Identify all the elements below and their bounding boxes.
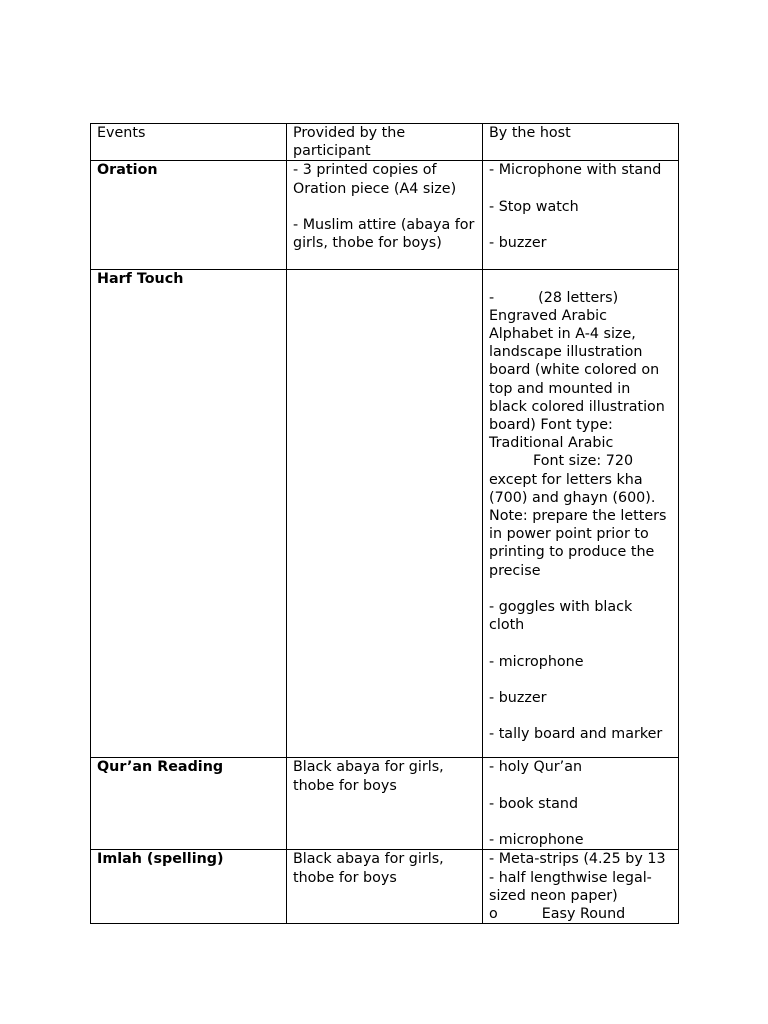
participant-items (287, 161, 483, 270)
list-item: o Easy Round (489, 906, 626, 922)
list-item: Font size: 720 except for letters kha (700) and ghayn (600). Note: prepare the letters in power point prior to printing to produce the precise (489, 453, 667, 579)
list-item: - tally board and marker (489, 726, 663, 743)
participant-items (287, 270, 483, 758)
event-name: Imlah (spelling) (91, 850, 287, 924)
list-item: - holy Qur’an (489, 759, 583, 776)
header-participant: Provided by the participant (287, 124, 483, 161)
host-items (483, 850, 679, 924)
event-name: Harf Touch (91, 270, 287, 758)
list-item: - microphone (489, 653, 584, 670)
list-item: - book stand (489, 795, 579, 812)
list-item: - microphone (489, 832, 584, 849)
event-name: Oration (91, 161, 287, 270)
table-header-row (91, 124, 679, 161)
list-item: - (28 letters) Engraved Arabic Alphabet in A-4 size, landscape illustration board (white colored on top and mounted in black colored illustration board) Font type: Traditional Arabic (489, 289, 665, 452)
header-events: Events (91, 124, 287, 161)
list-item: - Stop watch (489, 198, 579, 215)
host-items (483, 758, 679, 850)
participant-items: Black abaya for girls, thobe for boys (287, 850, 483, 924)
header-host: By the host (483, 124, 679, 161)
table-row-oration (91, 161, 679, 270)
list-item: - buzzer (489, 235, 547, 252)
table-row-harf-touch (91, 270, 679, 758)
event-name: Qur’an Reading (91, 758, 287, 850)
host-items (483, 270, 679, 758)
list-item: - buzzer (489, 690, 547, 707)
list-item: - Microphone with stand (489, 162, 662, 179)
list-item: - goggles with black cloth (489, 599, 633, 634)
list-item: - 3 printed copies of Oration piece (A4 size) (293, 162, 457, 197)
participant-items: Black abaya for girls, thobe for boys (287, 758, 483, 850)
table-row-imlah (91, 850, 679, 924)
events-table (90, 123, 679, 924)
host-items (483, 161, 679, 270)
list-item: - Meta-strips (4.25 by 13 - half lengthwise legal-sized neon paper) (489, 851, 666, 904)
table-row-quran-reading (91, 758, 679, 850)
list-item: - Muslim attire (abaya for girls, thobe for boys) (293, 217, 475, 252)
